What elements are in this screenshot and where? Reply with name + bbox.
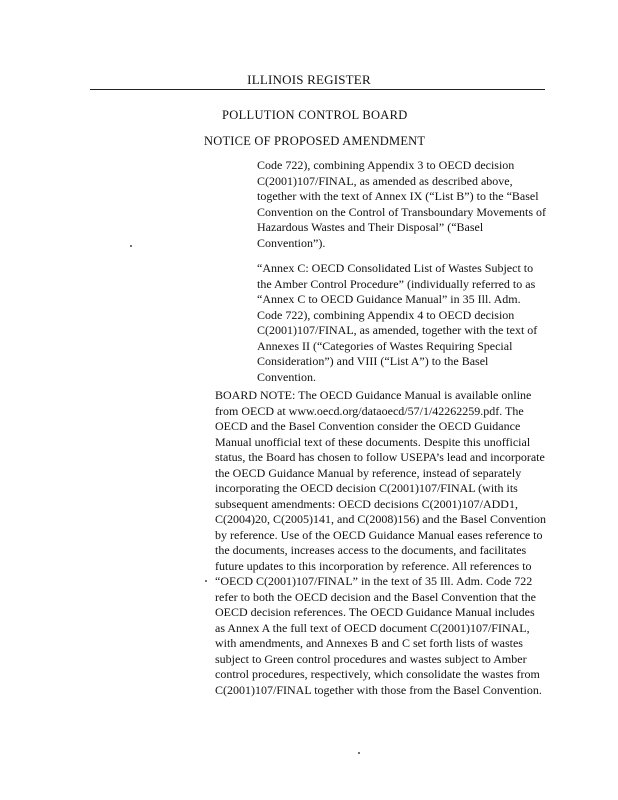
scan-speck [205, 580, 207, 582]
scan-speck [130, 245, 132, 247]
header-rule [90, 89, 545, 90]
register-title: ILLINOIS REGISTER [247, 72, 371, 87]
notice-title: NOTICE OF PROPOSED AMENDMENT [204, 134, 426, 148]
board-note: BOARD NOTE: The OECD Guidance Manual is available online from OECD at www.oecd.org/dataoecd/57/1/42262259.pdf. The OECD and the Basel Convention consider the OECD Guidance Manual unofficial text of these documents. Despite this unofficial status, the Board has chosen to follow USEPA’s lead and incorporate the OECD Guidance Manual by reference, instead of separately incorporating the OECD decision C(2001)107/FINAL (with its subsequent amendments: OECD decisions C(2001)107/ADD1, C(2004)20, C(2005)141, and C(2008)156) and the Basel Convention by reference. Use of the OECD Guidance Manual eases reference to the documents, increases access to the documents, and facilitates future updates to this incorporation by reference. All references to “OECD C(2001)107/FINAL” in the text of 35 Ill. Adm. Code 722 refer to both the OECD decision and the Basel Convention that the OECD decision references. The OECD Guidance Manual includes as Annex A the full text of OECD document C(2001)107/FINAL, with amendments, and Annexes B and C set forth lists of wastes subject to Green control procedures and wastes subject to Amber control procedures, respectively, which consolidate the wastes from C(2001)107/FINAL together with those from the Basel Convention. [215, 388, 546, 697]
scan-speck [358, 752, 360, 754]
paragraph-annex-c: “Annex C: OECD Consolidated List of Wastes Subject to the Amber Control Procedure” (individually referred to as “Annex C to OECD Guidance Manual” in 35 Ill. Adm. Code 722), combining Appendix 4 to OECD decision C(2001)107/FINAL, as amended, together with the text of Annexes II (“Categories of Wastes Requiring Special Consideration”) and VIII (“List A”) to the Basel Convention. [257, 261, 538, 384]
paragraph-annex-b: Code 722), combining Appendix 3 to OECD decision C(2001)107/FINAL, as amended as described above, together with the text of Annex IX (“List B”) to the “Basel Convention on the Control of Transboundary Movements of Hazardous Wastes and Their Disposal” (“Basel Convention”). [257, 158, 546, 250]
agency-name: POLLUTION CONTROL BOARD [222, 108, 408, 122]
